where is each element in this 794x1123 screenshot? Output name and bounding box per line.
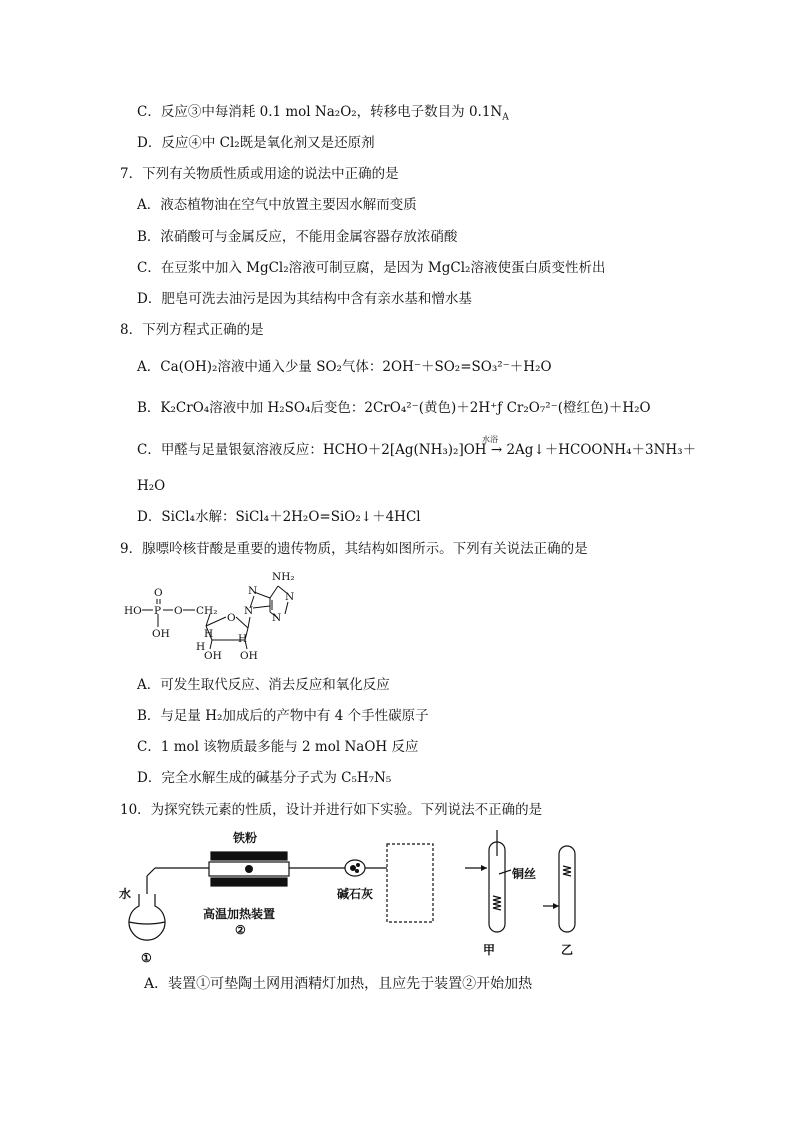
- label-oh2: OH: [240, 650, 258, 662]
- label-n2: N: [244, 605, 254, 617]
- q6-option-d: D．反应④中 Cl₂既是氧化剂又是还原剂: [137, 135, 375, 151]
- q9-option-d: D．完全水解生成的碱基分子式为 C₅H₇N₅: [137, 770, 392, 786]
- arrow-jia: [481, 865, 487, 871]
- label-jia: 甲: [483, 943, 496, 957]
- label-nh2: NH₂: [272, 571, 295, 583]
- label-device-2: ②: [235, 923, 246, 937]
- copper-coil-jia: [493, 896, 501, 910]
- iron-powder-pile: [245, 865, 253, 873]
- q7-option-b: B．浓硝酸可与金属反应，不能用金属容器存放浓硝酸: [137, 229, 458, 245]
- label-yi: 乙: [561, 943, 574, 957]
- q8-condition-label: 水浴: [482, 435, 498, 444]
- label-p: P: [154, 605, 162, 617]
- label-o-ring: O: [227, 612, 236, 624]
- q7-option-c: C．在豆浆中加入 MgCl₂溶液可制豆腐，是因为 MgCl₂溶液使蛋白质变性析出: [137, 260, 606, 276]
- unknown-device-box: [387, 844, 433, 922]
- label-soda-lime: 碱石灰: [337, 887, 374, 901]
- label-n3: N: [285, 591, 295, 603]
- q7-option-a: A．液态植物油在空气中放置主要因水解而变质: [137, 197, 417, 213]
- q7-option-d: D．肥皂可洗去油污是因为其结构中含有亲水基和憎水基: [137, 291, 472, 307]
- label-n1: N: [248, 585, 258, 597]
- heater-bottom: [211, 878, 287, 886]
- q9-option-a: A．可发生取代反应、消去反应和氧化反应: [137, 677, 390, 693]
- label-o-link: O: [174, 605, 183, 617]
- q8-option-c: C．甲醛与足量银氨溶液反应：HCHO＋2[Ag(NH₃)₂]OH → 2Ag↓＋HCOONH₄＋3NH₃＋: [137, 442, 697, 458]
- label-o-top: O: [154, 587, 163, 599]
- q9-option-c: C．1 mol 该物质最多能与 2 mol NaOH 反应: [137, 739, 419, 755]
- nucleotide-structure-diagram: [120, 566, 310, 666]
- label-n4: N: [272, 612, 282, 624]
- q8-option-b: B．K₂CrO₄溶液中加 H₂SO₄后变色：2CrO₄²⁻(黄色)＋2H⁺ƒ Cr₂O₇²⁻(橙红色)＋H₂O: [137, 400, 651, 416]
- question-10-stem: 10．为探究铁元素的性质，设计并进行如下实验。下列说法不正确的是: [120, 802, 543, 818]
- label-h2: H: [196, 641, 206, 653]
- label-h3: H: [238, 633, 248, 645]
- label-heater: 高温加热装置: [203, 907, 276, 921]
- question-9-stem: 9．腺嘌呤核苷酸是重要的遗传物质，其结构如图所示。下列有关说法正确的是: [120, 541, 588, 557]
- q10-option-a: A．装置①可垫陶土网用酒精灯加热，且应先于装置②开始加热: [144, 976, 533, 992]
- heater-top: [211, 852, 287, 860]
- label-water: 水: [119, 887, 132, 901]
- label-ho: HO: [124, 605, 142, 617]
- label-iron-powder: 铁粉: [233, 831, 258, 845]
- label-oh1: OH: [204, 650, 222, 662]
- iron-experiment-apparatus: [115, 826, 595, 966]
- label-device-1: ①: [141, 951, 152, 965]
- round-bottom-flask: [129, 894, 165, 940]
- label-h1: H: [204, 628, 214, 640]
- label-oh-p: OH: [152, 628, 170, 640]
- copper-coil-yi: [563, 866, 571, 876]
- q8-option-a: A．Ca(OH)₂溶液中通入少量 SO₂气体：2OH⁻＋SO₂=SO₃²⁻＋H₂O: [137, 359, 552, 375]
- question-7-stem: 7．下列有关物质性质或用途的说法中正确的是: [120, 166, 399, 182]
- q8-option-d: D．SiCl₄水解：SiCl₄＋2H₂O=SiO₂↓＋4HCl: [137, 509, 421, 525]
- q9-option-b: B．与足量 H₂加成后的产物中有 4 个手性碳原子: [137, 708, 429, 724]
- label-copper-wire: 铜丝: [512, 867, 537, 881]
- q8-option-c-continued: H₂O: [137, 478, 166, 494]
- q6-option-c: C．反应③中每消耗 0.1 mol Na₂O₂，转移电子数目为 $0.1N_A$: [137, 104, 509, 123]
- test-tube-yi: [559, 846, 575, 932]
- label-ch2: CH₂: [196, 605, 218, 617]
- soda-lime-fill: [350, 865, 356, 871]
- arrow-yi: [553, 903, 559, 909]
- question-8-stem: 8．下列方程式正确的是: [120, 322, 264, 338]
